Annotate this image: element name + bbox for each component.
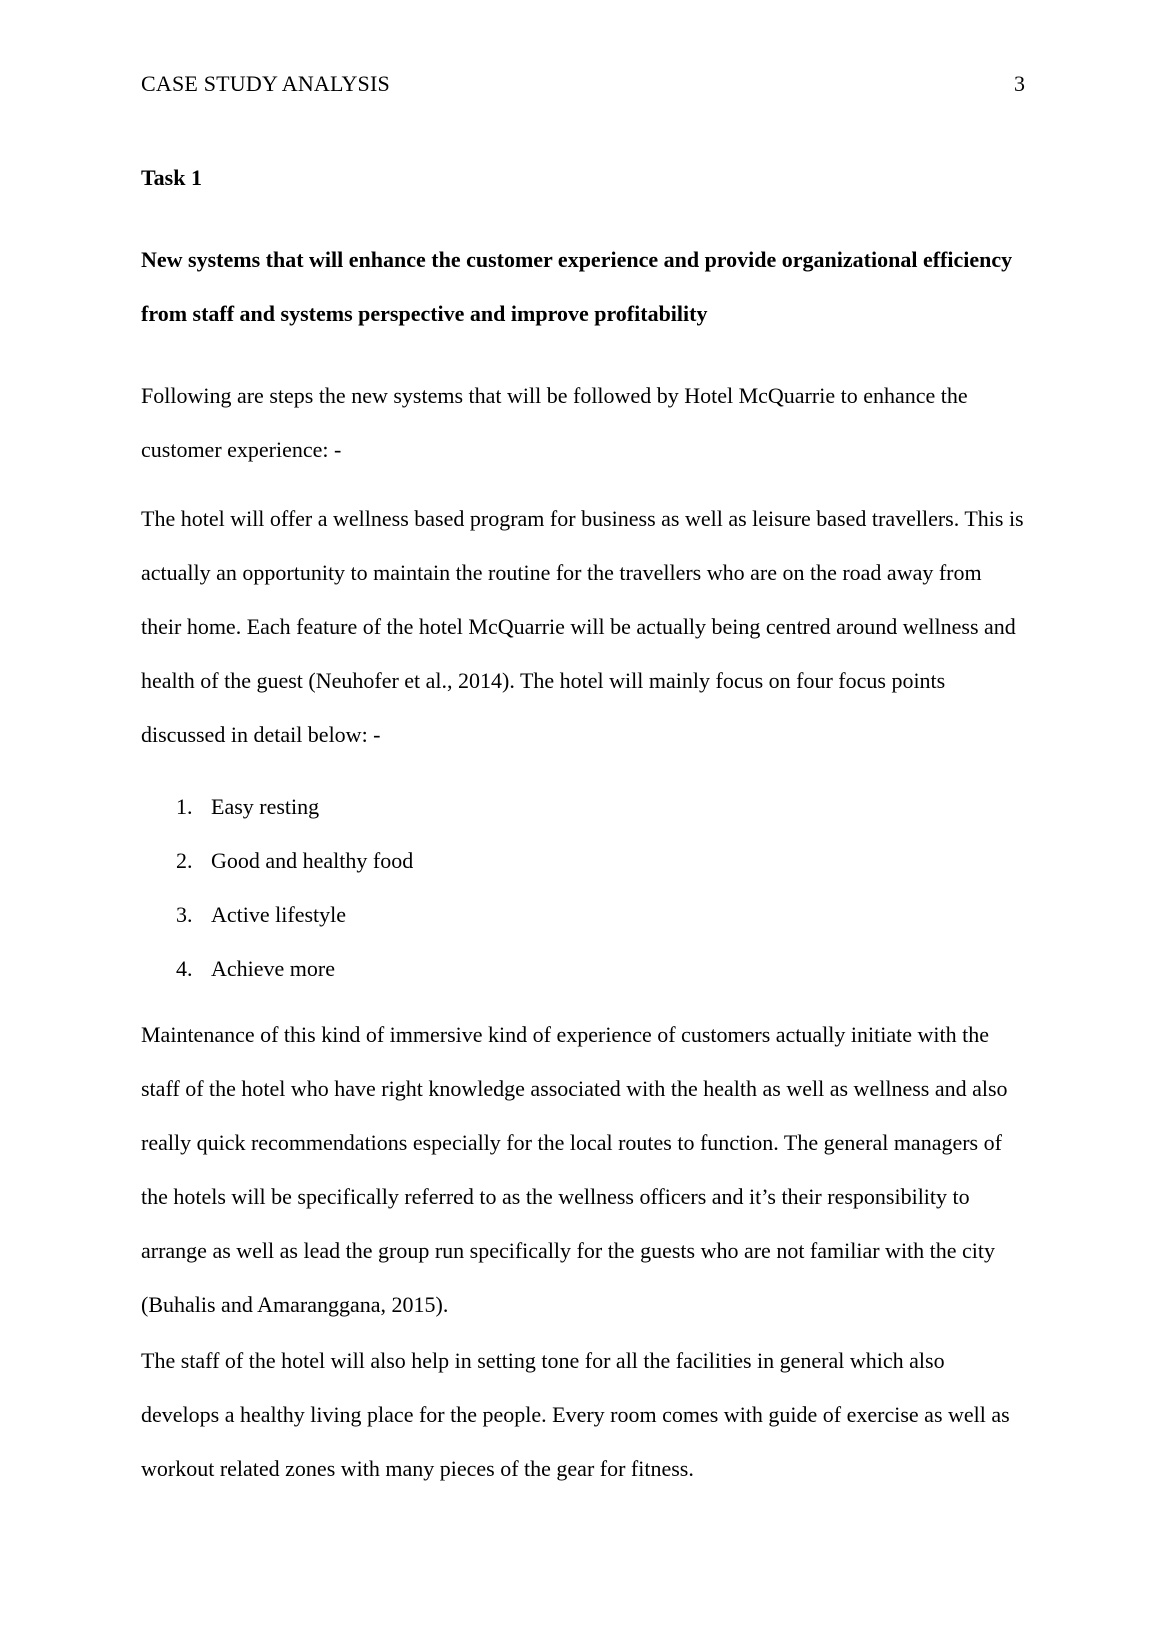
page-number: 3 (1014, 71, 1025, 96)
list-item (141, 780, 1025, 834)
focus-points-list (141, 780, 1025, 996)
list-item-label: Active lifestyle (211, 902, 347, 927)
list-item-label: Achieve more (211, 956, 335, 981)
list-item (141, 942, 1025, 996)
list-item-number: 1. (176, 794, 193, 819)
paragraph-wellness-program: The hotel will offer a wellness based program for business as well as leisure based travellers. This is actually an opportunity to maintain the routine for the travellers who are on the road away from their home. Each feature of the hotel McQuarrie will be actually being centred around wellness and health of the guest (Neuhofer et al., 2014). The hotel will mainly focus on four focus points discussed in detail below: - (141, 506, 1024, 747)
section-heading: New systems that will enhance the customer experience and provide organizational efficiency from staff and systems perspective and improve profitability (141, 247, 1013, 326)
list-item-number: 2. (176, 848, 193, 873)
list-item-number: 3. (176, 902, 193, 927)
list-item-number: 4. (176, 956, 193, 981)
list-item (141, 888, 1025, 942)
running-title: CASE STUDY ANALYSIS (141, 71, 390, 96)
running-header (141, 68, 1025, 100)
paragraph-intro: Following are steps the new systems that will be followed by Hotel McQuarrie to enhance the customer experience: - (141, 383, 968, 462)
list-item-label: Good and healthy food (211, 848, 414, 873)
task-heading: Task 1 (141, 165, 202, 190)
list-item (141, 834, 1025, 888)
paragraph-facilities: The staff of the hotel will also help in setting tone for all the facilities in general which also develops a healthy living place for the people. Every room comes with guide of exercise as well as workout related zones with many pieces of the gear for fitness. (141, 1348, 1010, 1481)
list-item-label: Easy resting (211, 794, 320, 819)
paragraph-staff-knowledge: Maintenance of this kind of immersive kind of experience of customers actually initiate with the staff of the hotel who have right knowledge associated with the health as well as wellness and also really quick recommendations especially for the local routes to function. The general managers of the hotels will be specifically referred to as the wellness officers and it’s their responsibility to arrange as well as lead the group run specifically for the guests who are not familiar with the city (Buhalis and Amaranggana, 2015). (141, 1022, 1008, 1317)
